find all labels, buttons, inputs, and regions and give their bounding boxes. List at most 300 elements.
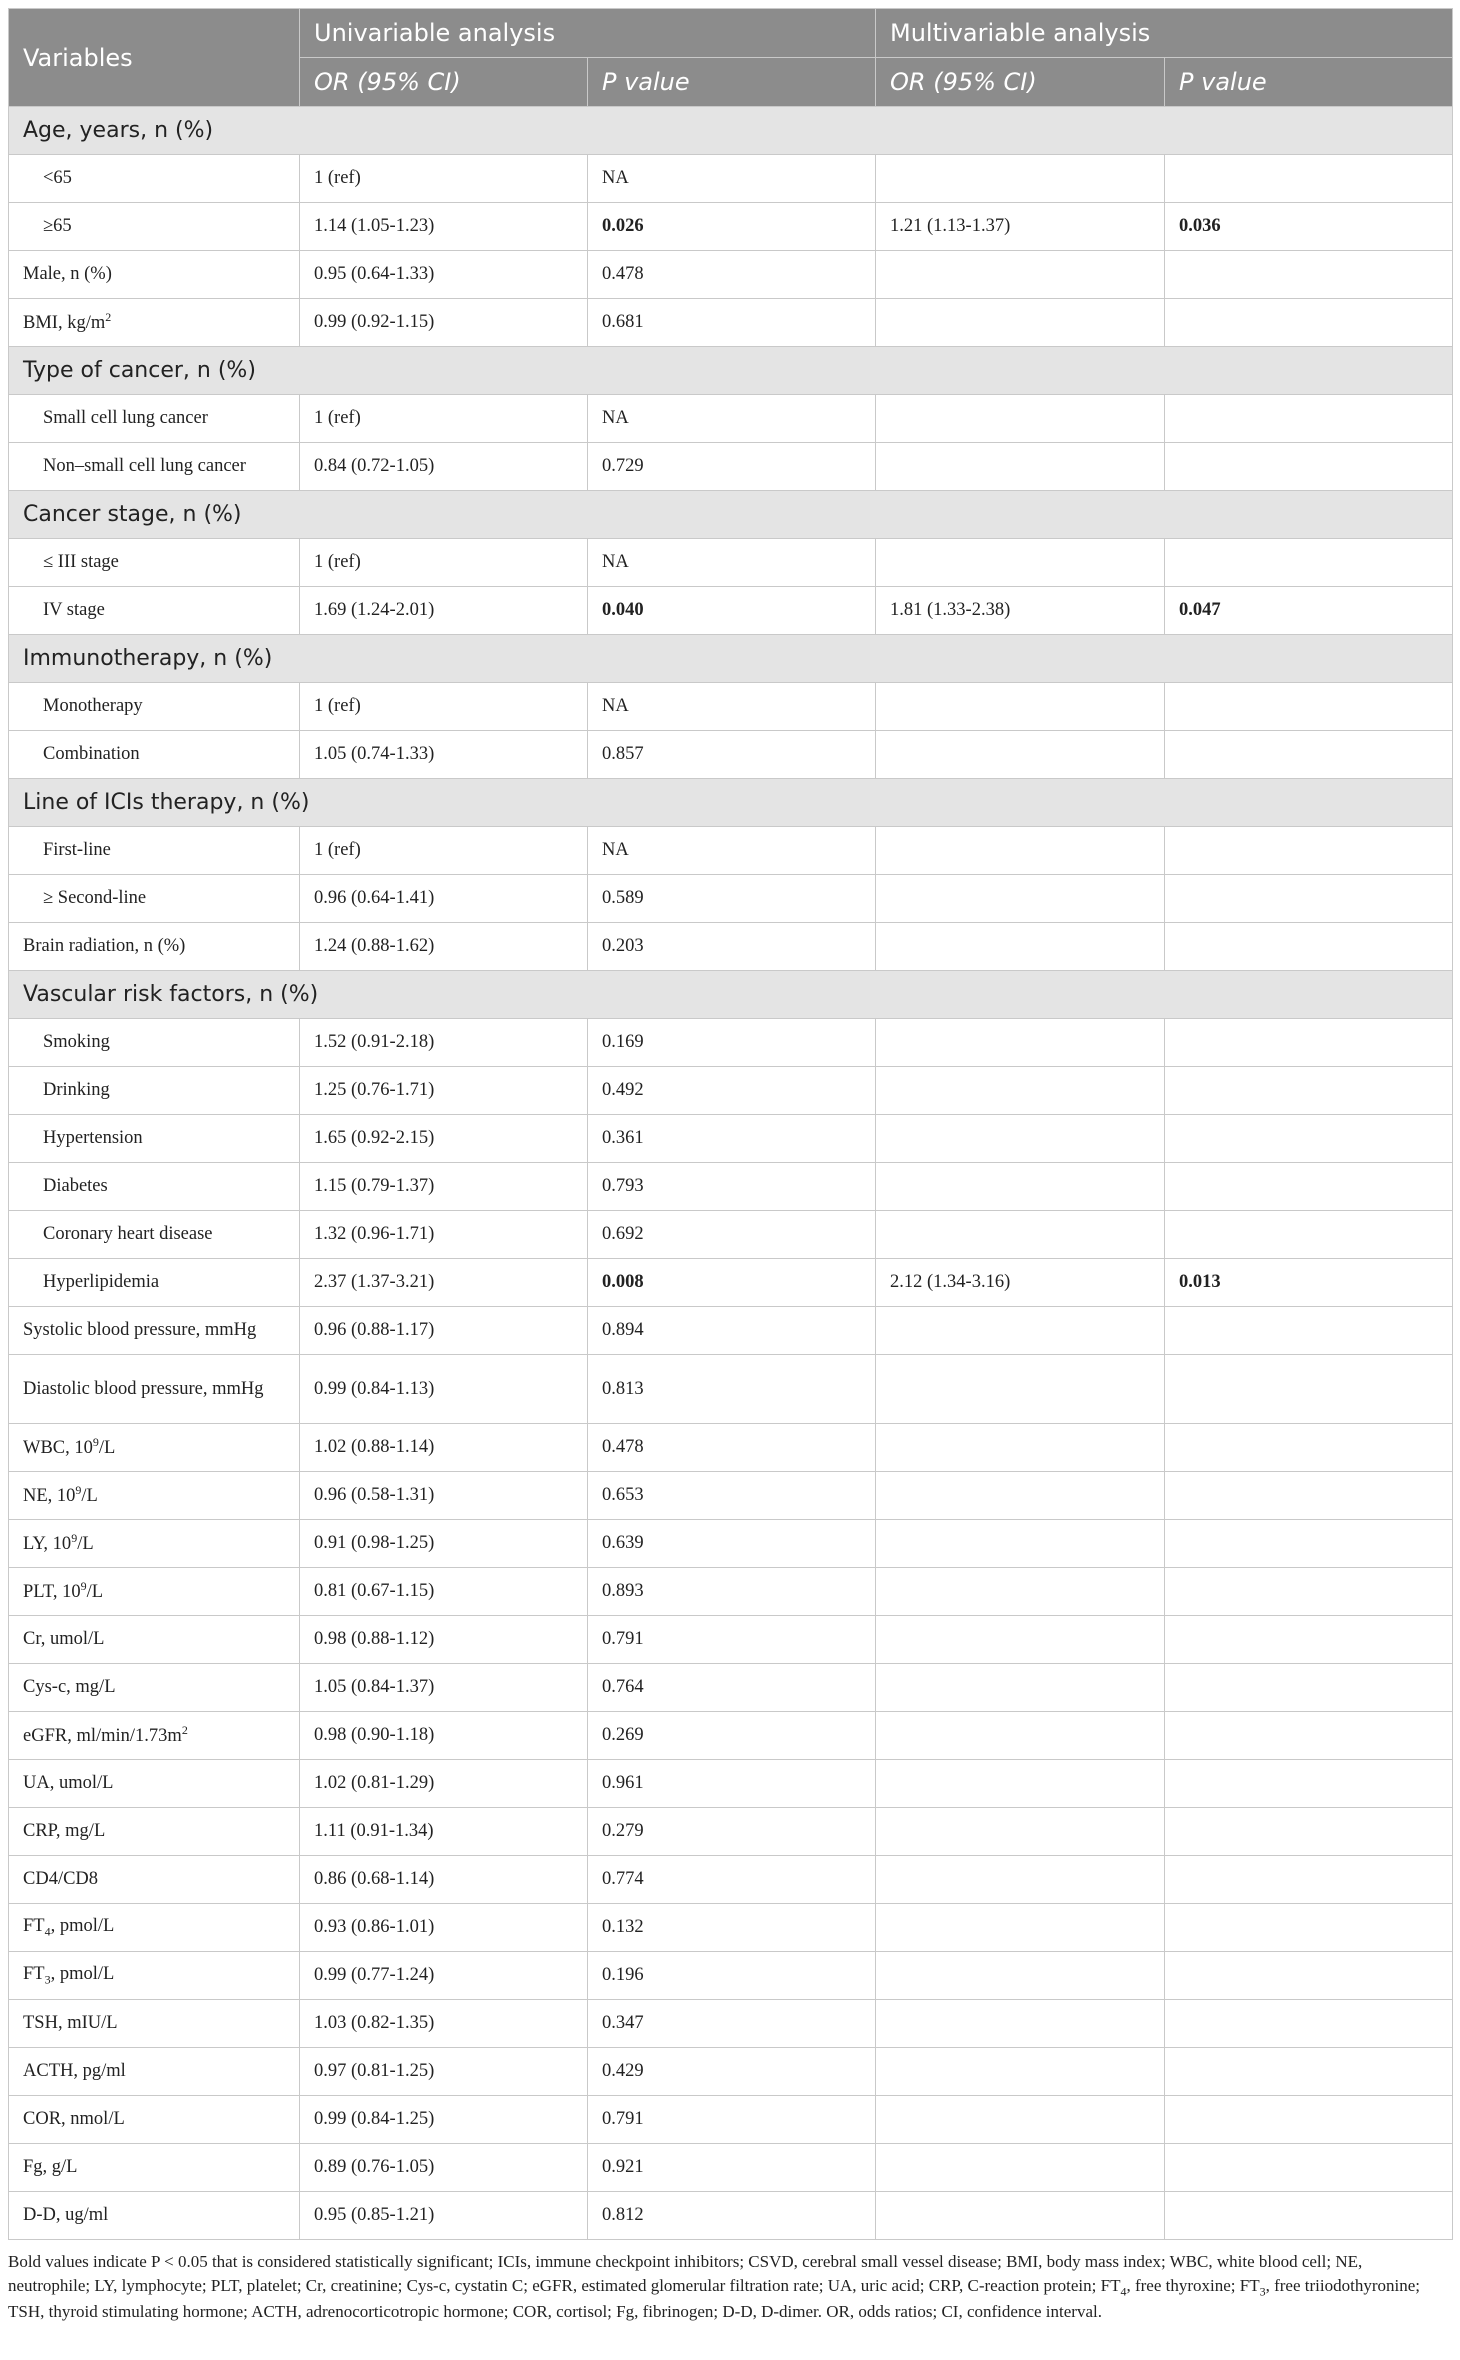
multivariable-p-cell [1165,1952,1453,2000]
univariable-or-cell: 1.05 (0.84-1.37) [300,1664,588,1712]
section-row [9,107,1453,155]
variable-label-text: Drinking [43,1080,110,1100]
footnote-text-1: Bold values indicate P < 0.05 that is considered statistically significant; ICIs, immune checkpoint inhibitors; CSVD, cerebral small vessel disease; BMI, body mass index; WBC, white blood cell; NE, neutrophile; LY, lymphocyte; PLT, platelet; Cr, creatinine; Cys-c, cystatin C; eGFR, estimated glomerular filtration rate; UA, uric acid; CRP, C-reaction protein; FT [8,2252,1363,2295]
section-row [9,347,1453,395]
multivariable-or-cell [876,1952,1165,2000]
variable-label-unit: /L [98,1438,116,1459]
variable-label [9,1163,300,1211]
variable-label [9,203,300,251]
univariable-p-cell: 0.279 [588,1808,876,1856]
multivariable-p-cell: 0.047 [1165,587,1453,635]
header-univariable: Univariable analysis [300,9,876,58]
multivariable-or-cell [876,1211,1165,1259]
table-row [9,443,1453,491]
table-row [9,2048,1453,2096]
univariable-p-cell: 0.169 [588,1019,876,1067]
table-row [9,1355,1453,1424]
multivariable-or-cell [876,1520,1165,1568]
univariable-p-cell: 0.857 [588,731,876,779]
multivariable-or-cell [876,1115,1165,1163]
variable-label [9,1712,300,1760]
variable-label-text: NE, 10 [23,1486,76,1507]
variable-label-text: Non–small cell lung cancer [43,456,246,476]
multivariable-or-cell: 1.21 (1.13-1.37) [876,203,1165,251]
variable-label [9,1520,300,1568]
footnote-text-2: , free thyroxine; FT [1126,2275,1260,2295]
table-row [9,1259,1453,1307]
table-row [9,251,1453,299]
multivariable-or-cell [876,1472,1165,1520]
variable-label [9,443,300,491]
section-label: Vascular risk factors, n (%) [9,971,1453,1019]
section-label: Immunotherapy, n (%) [9,635,1453,683]
univariable-or-cell: 0.89 (0.76-1.05) [300,2144,588,2192]
univariable-or-cell: 1.05 (0.74-1.33) [300,731,588,779]
variable-label [9,875,300,923]
multivariable-or-cell [876,1712,1165,1760]
header-variables: Variables [9,9,300,107]
univariable-or-cell: 0.86 (0.68-1.14) [300,1856,588,1904]
variable-label [9,2096,300,2144]
multivariable-or-cell [876,1019,1165,1067]
variable-label [9,395,300,443]
multivariable-or-cell [876,539,1165,587]
multivariable-p-cell [1165,443,1453,491]
multivariable-p-cell [1165,875,1453,923]
variable-label [9,2048,300,2096]
variable-label-text: Cr, umol/L [23,1629,105,1649]
table-body [9,107,1453,2240]
multivariable-p-cell [1165,2096,1453,2144]
univariable-or-cell: 1.25 (0.76-1.71) [300,1067,588,1115]
multivariable-p-cell [1165,1163,1453,1211]
multivariable-or-cell [876,2000,1165,2048]
variable-label-text: D-D, ug/ml [23,2205,109,2225]
variable-label-text: IV stage [43,600,105,620]
variable-label [9,683,300,731]
table-row [9,2144,1453,2192]
univariable-or-cell: 1.14 (1.05-1.23) [300,203,588,251]
variable-label [9,1211,300,1259]
univariable-or-cell: 1.65 (0.92-2.15) [300,1115,588,1163]
univariable-p-cell: 0.653 [588,1472,876,1520]
variable-label-unit: /L [81,1486,98,1507]
univariable-or-cell: 1.02 (0.88-1.14) [300,1424,588,1472]
variable-label [9,1808,300,1856]
multivariable-p-cell [1165,299,1453,347]
univariable-p-cell: NA [588,827,876,875]
variable-label [9,587,300,635]
multivariable-or-cell [876,1664,1165,1712]
multivariable-p-cell [1165,2192,1453,2240]
variable-label [9,1355,300,1424]
univariable-or-cell: 1 (ref) [300,683,588,731]
table-row [9,1664,1453,1712]
univariable-p-cell: 0.429 [588,2048,876,2096]
variable-label-text: CRP, mg/L [23,1821,106,1841]
univariable-or-cell: 0.93 (0.86-1.01) [300,1904,588,1952]
univariable-or-cell: 0.99 (0.84-1.13) [300,1355,588,1424]
variable-label-unit: , pmol/L [50,1915,115,1936]
table-row [9,1952,1453,2000]
univariable-p-cell: 0.793 [588,1163,876,1211]
variable-label-text: Hyperlipidemia [43,1272,160,1292]
multivariable-or-cell [876,2048,1165,2096]
multivariable-p-cell [1165,1808,1453,1856]
multivariable-or-cell: 2.12 (1.34-3.16) [876,1259,1165,1307]
multivariable-p-cell [1165,1424,1453,1472]
variable-label-text: ≥65 [43,216,72,236]
variable-label-text: Diastolic blood pressure, mmHg [23,1378,264,1399]
univariable-p-cell: 0.764 [588,1664,876,1712]
univariable-p-cell: NA [588,683,876,731]
multivariable-or-cell [876,1355,1165,1424]
table-row [9,1307,1453,1355]
multivariable-or-cell [876,1904,1165,1952]
multivariable-p-cell [1165,1904,1453,1952]
univariable-or-cell: 0.96 (0.64-1.41) [300,875,588,923]
section-row [9,971,1453,1019]
multivariable-p-cell [1165,251,1453,299]
table-row [9,731,1453,779]
univariable-or-cell: 0.96 (0.88-1.17) [300,1307,588,1355]
multivariable-p-cell: 0.013 [1165,1259,1453,1307]
variable-label-text: First-line [43,840,111,860]
multivariable-p-cell [1165,395,1453,443]
table-row [9,1616,1453,1664]
variable-label-text: BMI, kg/m [23,313,106,334]
variable-label-superscript: 2 [181,1723,188,1738]
variable-label [9,1115,300,1163]
variable-label-subscript: 3 [44,1972,51,1987]
multivariable-p-cell [1165,923,1453,971]
multivariable-p-cell [1165,827,1453,875]
section-row [9,779,1453,827]
variable-label [9,1568,300,1616]
table-row [9,1904,1453,1952]
regression-table [8,8,1453,2240]
univariable-or-cell: 0.98 (0.90-1.18) [300,1712,588,1760]
multivariable-p-cell [1165,1067,1453,1115]
table-row [9,539,1453,587]
variable-label [9,2192,300,2240]
header-univariable-p: P value [588,58,876,107]
univariable-or-cell: 0.99 (0.84-1.25) [300,2096,588,2144]
univariable-or-cell: 0.95 (0.64-1.33) [300,251,588,299]
multivariable-or-cell [876,155,1165,203]
table-footnote [8,2250,1452,2324]
section-label: Age, years, n (%) [9,107,1453,155]
multivariable-p-cell [1165,155,1453,203]
multivariable-p-cell [1165,1760,1453,1808]
variable-label [9,251,300,299]
variable-label [9,1259,300,1307]
variable-label-text: CD4/CD8 [23,1869,99,1889]
section-label: Line of ICIs therapy, n (%) [9,779,1453,827]
variable-label-subscript: 4 [44,1924,51,1939]
univariable-p-cell: 0.478 [588,251,876,299]
multivariable-p-cell [1165,2144,1453,2192]
table-row [9,1019,1453,1067]
univariable-or-cell: 1.02 (0.81-1.29) [300,1760,588,1808]
univariable-or-cell: 0.96 (0.58-1.31) [300,1472,588,1520]
univariable-or-cell: 0.99 (0.92-1.15) [300,299,588,347]
table-row [9,2096,1453,2144]
univariable-p-cell: 0.692 [588,1211,876,1259]
univariable-p-cell: 0.961 [588,1760,876,1808]
footnote-sub-1: 4 [1120,2284,1127,2299]
univariable-p-cell: 0.813 [588,1355,876,1424]
variable-label [9,1760,300,1808]
variable-label-text: Diabetes [43,1176,108,1196]
multivariable-p-cell [1165,2000,1453,2048]
multivariable-or-cell [876,1307,1165,1355]
variable-label-unit: /L [86,1582,104,1603]
multivariable-or-cell [876,299,1165,347]
multivariable-or-cell [876,1616,1165,1664]
univariable-or-cell: 1.03 (0.82-1.35) [300,2000,588,2048]
table-row [9,203,1453,251]
table-row [9,1211,1453,1259]
variable-label [9,1664,300,1712]
multivariable-or-cell [876,1568,1165,1616]
variable-label-superscript: 2 [105,310,112,325]
table-row [9,827,1453,875]
multivariable-or-cell [876,923,1165,971]
variable-label-text: LY, 10 [23,1534,72,1555]
footnote-text-3: , free triiodothyronine; TSH, thyroid stimulating hormone; ACTH, adrenocorticotropic hormone; COR, cortisol; Fg, fibrinogen; D-D, D-dimer. OR, odds ratios; CI, confidence interval. [8,2275,1420,2321]
univariable-or-cell: 0.95 (0.85-1.21) [300,2192,588,2240]
univariable-p-cell: 0.893 [588,1568,876,1616]
table-row [9,683,1453,731]
multivariable-or-cell [876,827,1165,875]
variable-label-text: Cys-c, mg/L [23,1677,116,1697]
univariable-or-cell: 1.24 (0.88-1.62) [300,923,588,971]
multivariable-p-cell [1165,1856,1453,1904]
multivariable-or-cell [876,1760,1165,1808]
univariable-p-cell: 0.791 [588,2096,876,2144]
variable-label-superscript: 9 [80,1579,87,1594]
footnote-sub-2: 3 [1259,2284,1266,2299]
variable-label-superscript: 9 [71,1531,78,1546]
univariable-p-cell: 0.492 [588,1067,876,1115]
table-row [9,395,1453,443]
univariable-p-cell: 0.203 [588,923,876,971]
multivariable-or-cell [876,1808,1165,1856]
univariable-p-cell: 0.921 [588,2144,876,2192]
multivariable-or-cell [876,875,1165,923]
multivariable-p-cell [1165,1307,1453,1355]
section-label: Cancer stage, n (%) [9,491,1453,539]
univariable-p-cell: 0.132 [588,1904,876,1952]
multivariable-p-cell [1165,539,1453,587]
univariable-p-cell: 0.196 [588,1952,876,2000]
variable-label-superscript: 9 [92,1435,99,1450]
multivariable-p-cell [1165,1520,1453,1568]
variable-label-text: Smoking [43,1032,110,1052]
multivariable-p-cell: 0.036 [1165,203,1453,251]
variable-label-text: FT [23,1963,45,1984]
table-row [9,587,1453,635]
variable-label-text: ACTH, pg/ml [23,2061,126,2081]
multivariable-or-cell [876,731,1165,779]
univariable-or-cell: 1.69 (1.24-2.01) [300,587,588,635]
variable-label [9,1472,300,1520]
variable-label-text: Hypertension [43,1128,143,1148]
univariable-p-cell: 0.478 [588,1424,876,1472]
univariable-p-cell: 0.639 [588,1520,876,1568]
table-row [9,1760,1453,1808]
multivariable-or-cell [876,1163,1165,1211]
univariable-p-cell: 0.791 [588,1616,876,1664]
table-container [8,8,1452,2324]
table-row [9,2000,1453,2048]
variable-label-text: FT [23,1915,45,1936]
univariable-or-cell: 1.32 (0.96-1.71) [300,1211,588,1259]
table-row [9,875,1453,923]
variable-label [9,2144,300,2192]
table-row [9,1067,1453,1115]
variable-label [9,155,300,203]
variable-label [9,1307,300,1355]
univariable-or-cell: 1 (ref) [300,395,588,443]
variable-label-text: Male, n (%) [23,264,112,284]
variable-label-text: Combination [43,744,140,764]
table-row [9,299,1453,347]
table-row [9,2192,1453,2240]
table-row [9,155,1453,203]
multivariable-p-cell [1165,1616,1453,1664]
multivariable-p-cell [1165,1115,1453,1163]
table-row [9,1472,1453,1520]
univariable-or-cell: 0.84 (0.72-1.05) [300,443,588,491]
univariable-p-cell: 0.812 [588,2192,876,2240]
variable-label [9,1856,300,1904]
univariable-or-cell: 0.97 (0.81-1.25) [300,2048,588,2096]
multivariable-p-cell [1165,1355,1453,1424]
univariable-or-cell: 1 (ref) [300,827,588,875]
multivariable-p-cell [1165,731,1453,779]
univariable-p-cell: 0.040 [588,587,876,635]
variable-label-text: eGFR, ml/min/1.73m [23,1726,182,1747]
multivariable-or-cell [876,683,1165,731]
table-row [9,1424,1453,1472]
variable-label-text: PLT, 10 [23,1582,81,1603]
header-multivariable-or: OR (95% CI) [876,58,1165,107]
multivariable-or-cell [876,1067,1165,1115]
multivariable-p-cell [1165,1568,1453,1616]
univariable-or-cell: 1.15 (0.79-1.37) [300,1163,588,1211]
variable-label-text: Fg, g/L [23,2157,78,2177]
variable-label [9,923,300,971]
variable-label [9,2000,300,2048]
univariable-or-cell: 0.99 (0.77-1.24) [300,1952,588,2000]
section-row [9,491,1453,539]
univariable-p-cell: 0.729 [588,443,876,491]
header-multivariable: Multivariable analysis [876,9,1453,58]
variable-label [9,1904,300,1952]
table-row [9,1115,1453,1163]
variable-label [9,539,300,587]
table-header [9,9,1453,107]
variable-label [9,1019,300,1067]
univariable-or-cell: 1.52 (0.91-2.18) [300,1019,588,1067]
multivariable-or-cell [876,443,1165,491]
multivariable-p-cell [1165,1472,1453,1520]
univariable-or-cell: 1.11 (0.91-1.34) [300,1808,588,1856]
multivariable-p-cell [1165,1712,1453,1760]
multivariable-p-cell [1165,1019,1453,1067]
multivariable-or-cell [876,2144,1165,2192]
table-row [9,1568,1453,1616]
variable-label-text: WBC, 10 [23,1438,93,1459]
univariable-p-cell: 0.361 [588,1115,876,1163]
variable-label-text: Systolic blood pressure, mmHg [23,1320,257,1340]
variable-label-text: TSH, mIU/L [23,2013,118,2033]
variable-label-text: Coronary heart disease [43,1224,213,1244]
multivariable-or-cell [876,2192,1165,2240]
multivariable-p-cell [1165,683,1453,731]
univariable-or-cell: 2.37 (1.37-3.21) [300,1259,588,1307]
univariable-p-cell: 0.008 [588,1259,876,1307]
multivariable-or-cell [876,2096,1165,2144]
multivariable-or-cell [876,251,1165,299]
variable-label-text: Brain radiation, n (%) [23,936,186,956]
variable-label-text: UA, umol/L [23,1773,114,1793]
table-row [9,1520,1453,1568]
univariable-p-cell: 0.681 [588,299,876,347]
variable-label-text: <65 [43,168,72,188]
univariable-p-cell: 0.894 [588,1307,876,1355]
multivariable-p-cell [1165,1664,1453,1712]
table-row [9,1808,1453,1856]
univariable-p-cell: 0.589 [588,875,876,923]
section-row [9,635,1453,683]
variable-label-superscript: 9 [75,1483,82,1498]
variable-label [9,827,300,875]
multivariable-or-cell [876,1856,1165,1904]
variable-label-text: Small cell lung cancer [43,408,208,428]
variable-label [9,1067,300,1115]
multivariable-p-cell [1165,1211,1453,1259]
univariable-or-cell: 0.81 (0.67-1.15) [300,1568,588,1616]
univariable-or-cell: 0.91 (0.98-1.25) [300,1520,588,1568]
variable-label-unit: /L [77,1534,94,1555]
univariable-or-cell: 1 (ref) [300,155,588,203]
variable-label [9,1424,300,1472]
variable-label [9,299,300,347]
variable-label-text: ≤ III stage [43,552,119,572]
variable-label [9,731,300,779]
section-label: Type of cancer, n (%) [9,347,1453,395]
univariable-or-cell: 1 (ref) [300,539,588,587]
header-multivariable-p: P value [1165,58,1453,107]
variable-label-text: Monotherapy [43,696,143,716]
table-row [9,923,1453,971]
univariable-p-cell: NA [588,155,876,203]
multivariable-or-cell [876,395,1165,443]
variable-label-unit: , pmol/L [50,1963,115,1984]
table-row [9,1163,1453,1211]
multivariable-or-cell: 1.81 (1.33-2.38) [876,587,1165,635]
univariable-p-cell: NA [588,395,876,443]
univariable-p-cell: 0.026 [588,203,876,251]
table-row [9,1856,1453,1904]
variable-label [9,1952,300,2000]
univariable-or-cell: 0.98 (0.88-1.12) [300,1616,588,1664]
univariable-p-cell: NA [588,539,876,587]
variable-label [9,1616,300,1664]
